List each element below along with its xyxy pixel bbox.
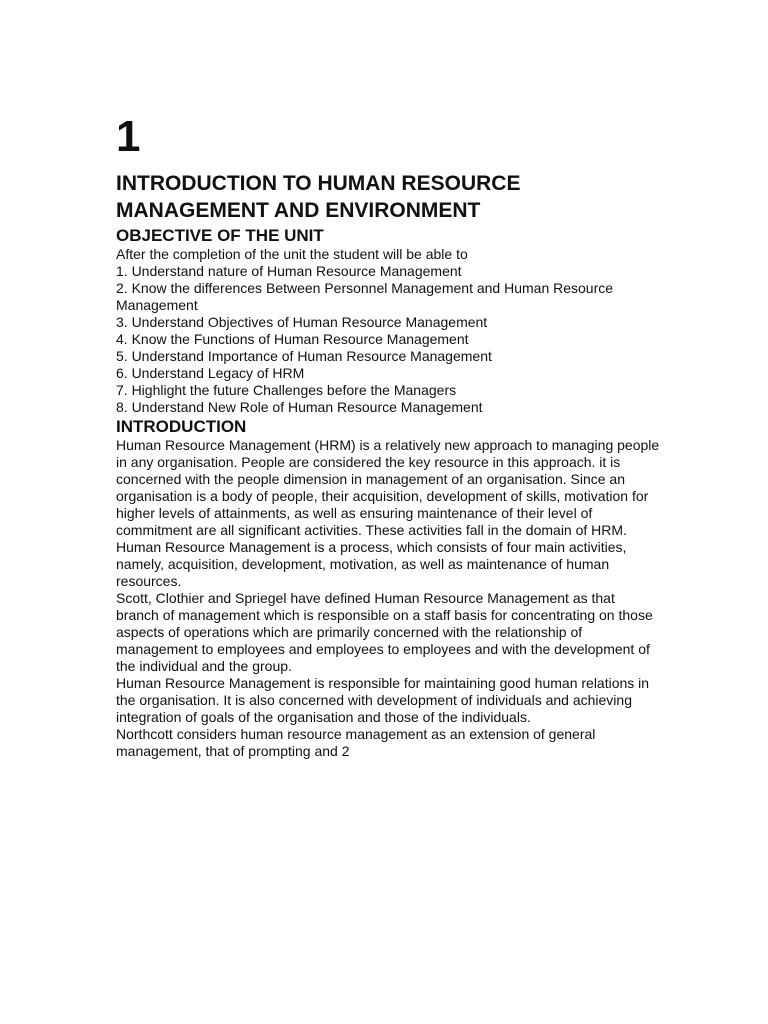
objective-item: 1. Understand nature of Human Resource Management (116, 263, 462, 279)
objective-item: 5. Understand Importance of Human Resource Management (116, 348, 492, 364)
objectives-list (116, 263, 661, 416)
objective-heading: OBJECTIVE OF THE UNIT (116, 226, 324, 245)
objective-item: 3. Understand Objectives of Human Resource Management (116, 314, 488, 330)
chapter-number: 1 (116, 112, 141, 161)
body-paragraph: Human Resource Management is responsible for maintaining good human relations in the organisation. It is also concerned with development of individuals and achieving integration of goals of the organisation and those of the individuals. (116, 675, 650, 725)
body-paragraph: Scott, Clothier and Spriegel have defined Human Resource Management as that branch of management which is responsible on a staff basis for concentrating on those aspects of operations which are primarily concerned with the relationship of management to employees and employees to employees and with the development of the individual and the group. (116, 590, 653, 674)
document-page (116, 112, 661, 760)
body-paragraph: Human Resource Management is a process, which consists of four main activities, namely, acquisition, development, motivation, as well as maintenance of human resources. (116, 539, 627, 589)
objective-intro: After the completion of the unit the student will be able to (116, 246, 468, 262)
body-paragraph: Human Resource Management (HRM) is a relatively new approach to managing people in any organisation. People are considered the key resource in this approach. it is concerned with the people dimension in management of an organisation. Since an organisation is a body of people, their acquisition, development of skills, motivation for higher levels of attainments, as well as ensuring maintenance of their level of commitment are all significant activities. These activities fall in the domain of HRM. (116, 437, 660, 538)
objective-item: 7. Highlight the future Challenges before the Managers (116, 382, 457, 398)
introduction-body (116, 437, 661, 760)
chapter-title: INTRODUCTION TO HUMAN RESOURCE MANAGEMENT AND ENVIRONMENT (116, 172, 521, 222)
introduction-heading: INTRODUCTION (116, 417, 247, 436)
objective-item: 8. Understand New Role of Human Resource Management (116, 399, 483, 415)
objective-item: 6. Understand Legacy of HRM (116, 365, 305, 381)
objective-item: 2. Know the differences Between Personnel Management and Human Resource Management (116, 280, 614, 313)
body-paragraph: Northcott considers human resource management as an extension of general management, that of prompting and 2 (116, 726, 596, 759)
objective-item: 4. Know the Functions of Human Resource Management (116, 331, 469, 347)
